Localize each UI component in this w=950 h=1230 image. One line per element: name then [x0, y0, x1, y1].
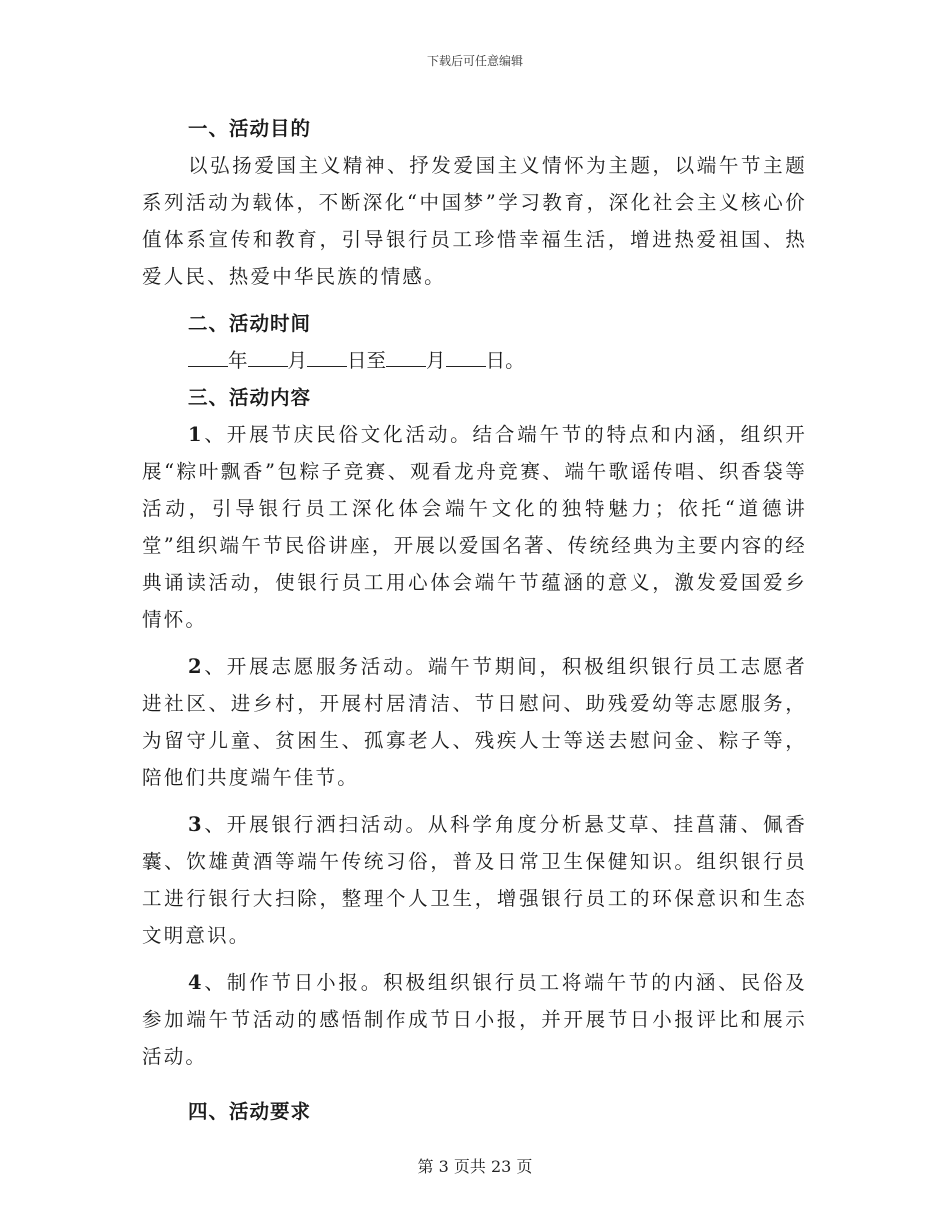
blank-month-start	[248, 348, 288, 367]
blank-month-end	[386, 348, 426, 367]
section-heading-time: 二、活动时间	[188, 312, 312, 335]
item-number-1: 1	[188, 423, 204, 446]
date-month-label: 月	[287, 349, 308, 372]
item-number-4: 4	[188, 971, 204, 994]
document-body	[142, 110, 807, 1130]
date-day-to-label: 日至	[347, 349, 387, 372]
content-item-1	[142, 416, 807, 638]
blank-day-start	[307, 348, 347, 367]
content-item-2	[142, 648, 807, 796]
activity-date-line	[142, 342, 807, 379]
section-heading-content: 三、活动内容	[188, 386, 312, 409]
page-footer: 第 3 页共 23 页	[417, 1157, 533, 1176]
section-heading-purpose: 一、活动目的	[188, 117, 312, 140]
item-body-1: 、开展节庆民俗文化活动。结合端午节的特点和内涵，组织开展“粽叶飘香”包粽子竞赛、观看龙舟竞赛、端午歌谣传唱、织香袋等活动，引导银行员工深化体会端午文化的独特魅力；依托“道德讲堂”组织端午节民俗讲座，开展以爱国名著、传统经典为主要内容的经典诵读活动，使银行员工用心体会端午节蕴涵的意义，激发爱国爱乡情怀。	[142, 423, 807, 631]
item-number-2: 2	[188, 655, 204, 678]
content-item-3	[142, 806, 807, 954]
blank-year	[188, 348, 228, 367]
date-month-end-label: 月	[426, 349, 446, 372]
section-heading-requirements: 四、活动要求	[188, 1100, 312, 1123]
content-item-4	[142, 964, 807, 1075]
item-body-2: 、开展志愿服务活动。端午节期间，积极组织银行员工志愿者进社区、进乡村，开展村居清洁、节日慰问、助残爱幼等志愿服务，为留守儿童、贫困生、孤寡老人、残疾人士等送去慰问金、粽子等，陪他们共度端午佳节。	[142, 655, 807, 789]
page-header: 下载后可任意编辑	[426, 54, 523, 68]
item-body-4: 、制作节日小报。积极组织银行员工将端午节的内涵、民俗及参加端午节活动的感悟制作成节日小报，并开展节日小报评比和展示活动。	[142, 971, 807, 1068]
item-body-3: 、开展银行洒扫活动。从科学角度分析悬艾草、挂菖蒲、佩香囊、饮雄黄酒等端午传统习俗，普及日常卫生保健知识。组织银行员工进行银行大扫除，整理个人卫生，增强银行员工的环保意识和生态文明意识。	[142, 813, 807, 947]
date-year-label: 年	[228, 349, 248, 372]
item-number-3: 3	[188, 813, 204, 836]
blank-day-end	[446, 348, 486, 367]
date-day-end-label: 日。	[485, 349, 525, 372]
section-body-purpose: 以弘扬爱国主义精神、抒发爱国主义情怀为主题，以端午节主题系列活动为载体，不断深化“中国梦”学习教育，深化社会主义核心价值体系宣传和教育，引导银行员工珍惜幸福生活，增进热爱祖国、热爱人民、热爱中华民族的情感。	[142, 154, 807, 288]
